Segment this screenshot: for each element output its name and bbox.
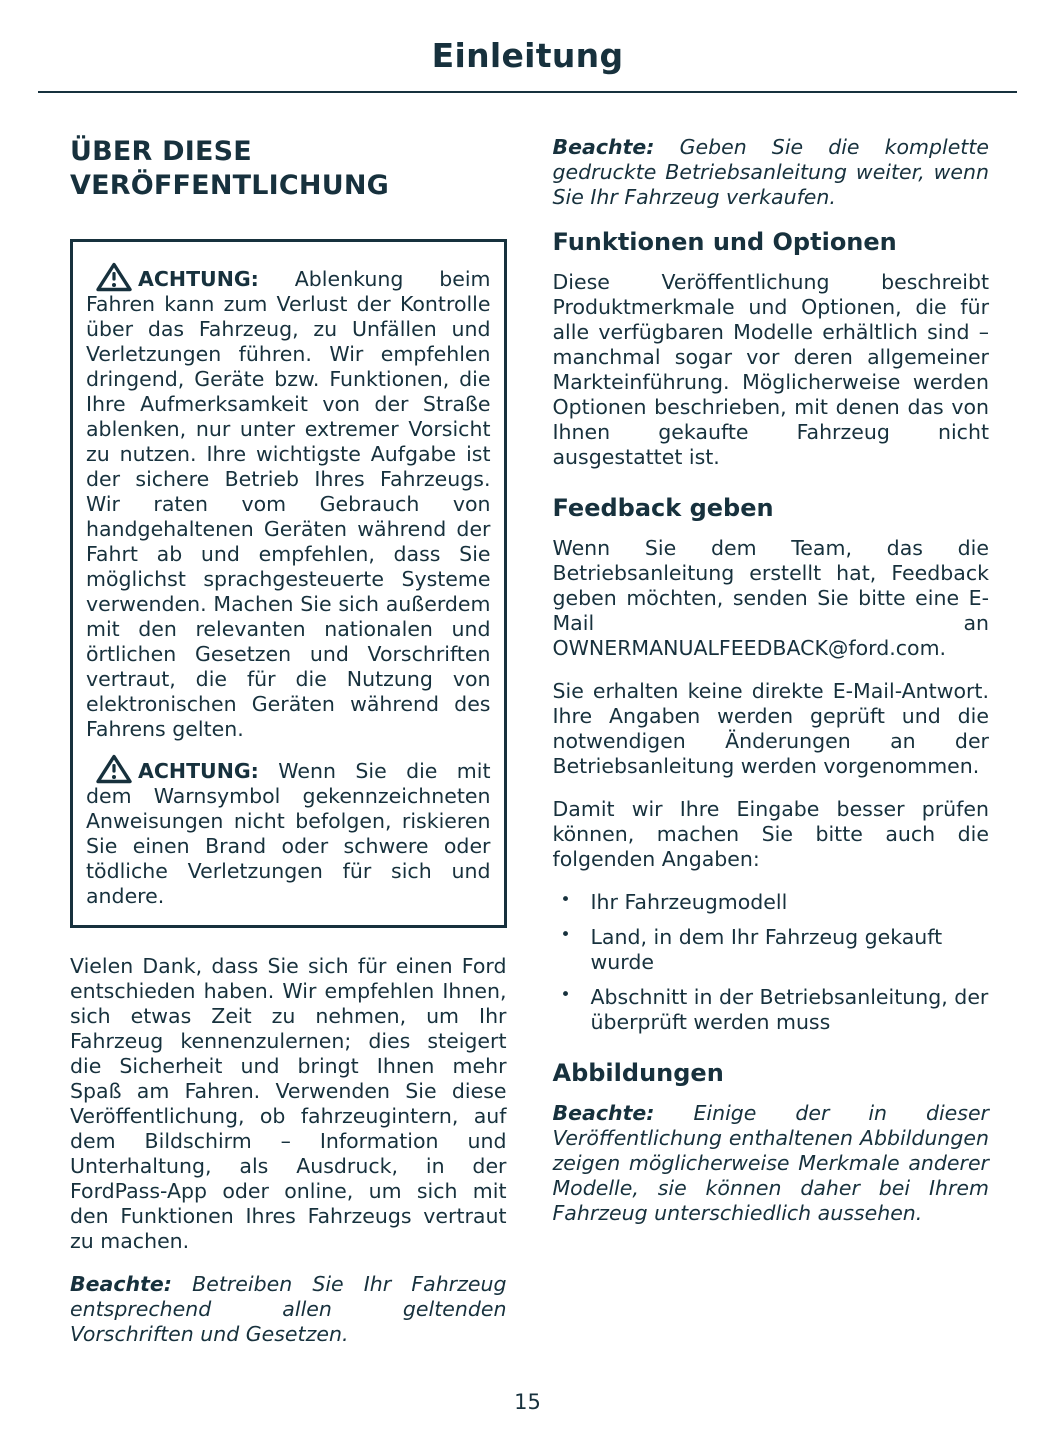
warning-text: Wenn Sie die mit dem Warnsymbol gekennzeichneten Anweisungen nicht befolgen, riskieren Sie einen Brand oder schwere oder tödliche Verletzungen für sich und andere. (86, 758, 491, 908)
note-label: Beachte: (552, 1101, 655, 1125)
left-column (70, 135, 507, 1365)
feedback-paragraph-details: Damit wir Ihre Eingabe besser prüfen können, machen Sie bitte auch die folgenden Angaben: (552, 797, 989, 871)
note-pass-on-manual (553, 135, 990, 210)
heading-illustrations: Abbildungen (552, 1059, 724, 1087)
warning-label: ACHTUNG: (138, 758, 259, 783)
note-regulations (70, 1272, 507, 1347)
page-footer (0, 1390, 1055, 1414)
list-item (553, 890, 990, 915)
two-column-layout (38, 93, 1017, 1365)
heading-features-options: Funktionen und Optionen (552, 228, 897, 256)
note-text: Geben Sie die komplette gedruckte Betriebsanleitung weiter, wenn Sie Ihr Fahrzeug verkaufen. (552, 135, 989, 209)
feedback-details-list (553, 890, 990, 1035)
feedback-paragraph-review: Sie erhalten keine direkte E-Mail-Antwort. Ihre Angaben werden geprüft und die notwendigen Änderungen an der Betriebsanleitung werden vorgenommen. (552, 679, 989, 778)
page-title: Einleitung (431, 36, 624, 75)
list-item (553, 985, 990, 1035)
list-item-text: Abschnitt in der Betriebsanleitung, der überprüft werden muss (590, 985, 989, 1034)
warning-paragraph (86, 754, 491, 909)
heading-feedback: Feedback geben (552, 494, 774, 522)
warning-text: Ablenkung beim Fahren kann zum Verlust der Kontrolle über das Fahrzeug, zu Unfällen und Verletzungen führen. Wir empfehlen dringend, Geräte bzw. Funktionen, die Ihre Aufmerksamkeit von der Straße ablenken, nur unter extremer Vorsicht zu nutzen. Ihre wichtigste Aufgabe ist der sichere Betrieb Ihres Fahrzeugs. Wir raten vom Gebrauch von handgehaltenen Geräten während der Fahrt ab und empfehlen, dass Sie möglichst sprachgesteuerte Systeme verwenden. Machen Sie sich außerdem mit den relevanten nationalen und örtlichen Gesetzen und Vorschriften vertraut, die für die Nutzung von elektronischen Geräten während des Fahrens gelten. (86, 266, 491, 741)
features-paragraph: Diese Veröffentlichung beschreibt Produktmerkmale und Optionen, die für alle verfügbaren Modelle erhältlich sind – manchmal sogar vor deren allgemeiner Markteinführung. Möglicherweise werden Optionen beschrieben, mit denen das von Ihnen gekaufte Fahrzeug nicht ausgestattet ist. (552, 270, 989, 469)
section-title-about: ÜBER DIESE VERÖFFENTLICHUNG (70, 136, 389, 201)
list-item (553, 925, 990, 975)
warning-triangle-icon (96, 262, 138, 292)
note-text: Einige der in dieser Veröffentlichung enthaltenen Abbildungen zeigen möglicherweise Merkmale anderer Modelle, sie können daher bei Ihrem Fahrzeug unterschiedlich aussehen. (552, 1101, 989, 1225)
page-header (38, 36, 1017, 93)
warning-paragraph (86, 262, 491, 742)
note-illustrations (553, 1101, 990, 1226)
list-item-text: Land, in dem Ihr Fahrzeug gekauft wurde (590, 925, 943, 974)
warning-label: ACHTUNG: (138, 266, 259, 291)
warning-box (70, 239, 507, 928)
warning-triangle-icon (96, 754, 138, 784)
note-text: Betreiben Sie Ihr Fahrzeug entsprechend allen geltenden Vorschriften und Gesetzen. (70, 1271, 507, 1346)
note-label: Beachte: (70, 1271, 173, 1296)
note-label: Beachte: (552, 135, 655, 159)
thanks-paragraph: Vielen Dank, dass Sie sich für einen Ford entschieden haben. Wir empfehlen Ihnen, sich etwas Zeit zu nehmen, um Ihr Fahrzeug kennenzulernen; dies steigert die Sicherheit und bringt Ihnen mehr Spaß am Fahren. Verwenden Sie diese Veröffentlichung, ob fahrzeugintern, auf dem Bildschirm – Information und Unterhaltung, als Ausdruck, in der FordPass-App oder online, um sich mit den Funktionen Ihres Fahrzeugs vertraut zu machen. (70, 953, 507, 1253)
page-number: 15 (514, 1390, 541, 1414)
right-column (553, 135, 990, 1365)
list-item-text: Ihr Fahrzeugmodell (590, 890, 788, 914)
feedback-paragraph-email: Wenn Sie dem Team, das die Betriebsanleitung erstellt hat, Feedback geben möchten, senden Sie bitte eine E-Mail an OWNERMANUALFEEDBACK@ford.com. (552, 536, 989, 660)
